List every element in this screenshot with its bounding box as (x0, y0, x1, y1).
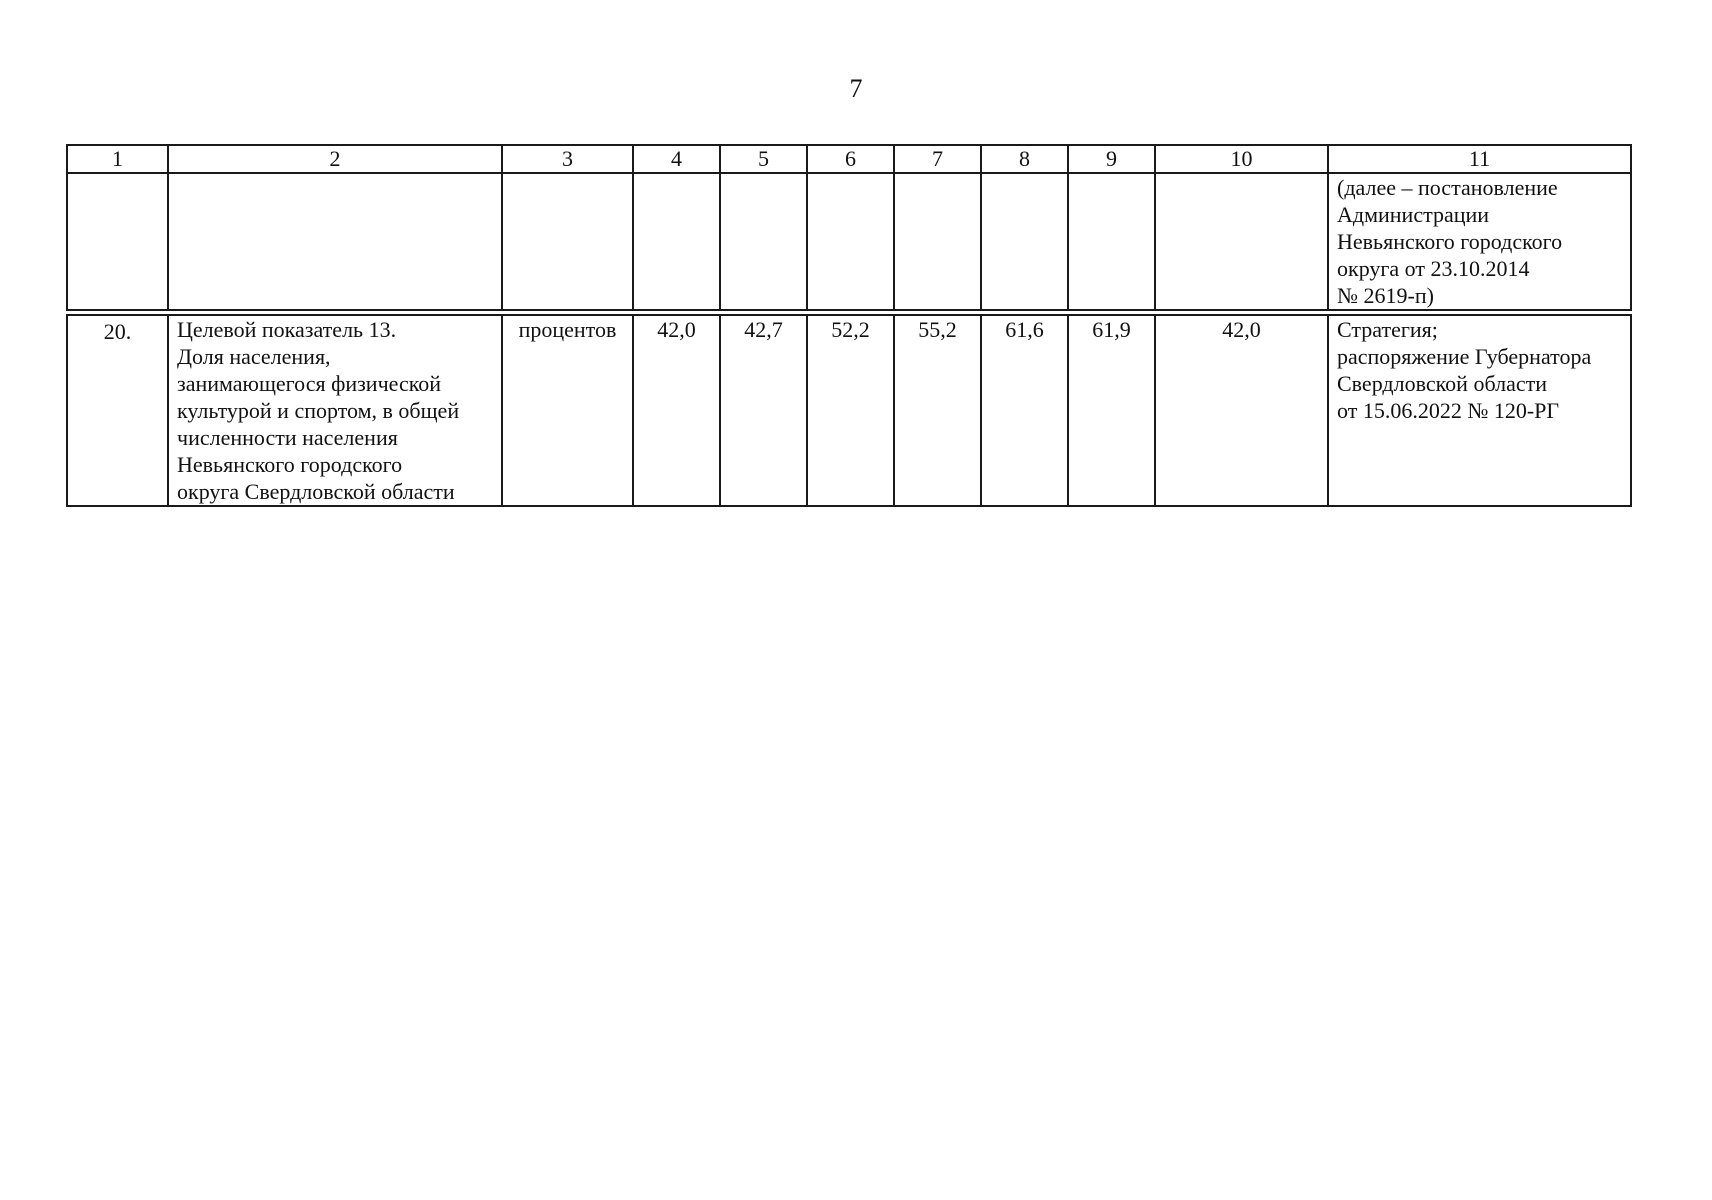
indicator-text-line: округа Свердловской области (177, 479, 455, 504)
source-text-line: от 15.06.2022 № 120-РГ (1337, 398, 1560, 423)
page-number: 7 (849, 74, 863, 103)
source-text-line: распоряжение Губернатора (1337, 344, 1592, 369)
column-header: 5 (720, 145, 807, 173)
table-cell (1068, 173, 1155, 310)
table-continuation (66, 144, 1632, 311)
source-text-line: № 2619-п) (1337, 283, 1434, 308)
indicator-text-line: Невьянского городского (177, 452, 403, 477)
column-header: 6 (807, 145, 894, 173)
table-cell (67, 173, 168, 310)
source-text-line: Свердловской области (1337, 371, 1547, 396)
table-cell (633, 173, 720, 310)
value-cell: 42,0 (633, 315, 720, 506)
column-header: 4 (633, 145, 720, 173)
column-header: 2 (168, 145, 502, 173)
indicator-text-line: занимающегося физической (177, 371, 442, 396)
unit-cell: процентов (502, 315, 633, 506)
column-header: 10 (1155, 145, 1328, 173)
value-cell: 52,2 (807, 315, 894, 506)
indicator-text-line: Доля населения, (177, 344, 331, 369)
column-header: 9 (1068, 145, 1155, 173)
value-cell: 61,6 (981, 315, 1068, 506)
table-indicator (66, 314, 1632, 507)
indicator-text-line: численности населения (177, 425, 398, 450)
column-header: 8 (981, 145, 1068, 173)
column-header-row (67, 145, 1631, 173)
source-text-line: округа от 23.10.2014 (1337, 256, 1530, 281)
indicator-text-line: культурой и спортом, в общей (177, 398, 460, 423)
row-number: 20. (67, 315, 168, 506)
table-cell (894, 173, 981, 310)
column-header: 7 (894, 145, 981, 173)
value-cell: 42,0 (1155, 315, 1328, 506)
table-cell (168, 173, 502, 310)
table-cell (502, 173, 633, 310)
indicator-text-line: Целевой показатель 13. (177, 317, 397, 342)
table-cell (1155, 173, 1328, 310)
table-row (67, 173, 1631, 310)
table-cell (720, 173, 807, 310)
column-header: 11 (1328, 145, 1631, 173)
source-cell (1328, 315, 1631, 506)
value-cell: 61,9 (1068, 315, 1155, 506)
source-text-line: Администрации (1337, 202, 1490, 227)
indicator-name-cell (168, 315, 502, 506)
column-header: 3 (502, 145, 633, 173)
source-text-line: Невьянского городского (1337, 229, 1563, 254)
table-cell (807, 173, 894, 310)
value-cell: 55,2 (894, 315, 981, 506)
table-cell (981, 173, 1068, 310)
source-cell (1328, 173, 1631, 310)
column-header: 1 (67, 145, 168, 173)
table-row (67, 315, 1631, 506)
source-text-line: (далее – постановление (1337, 175, 1558, 200)
value-cell: 42,7 (720, 315, 807, 506)
source-text-line: Стратегия; (1337, 317, 1438, 342)
